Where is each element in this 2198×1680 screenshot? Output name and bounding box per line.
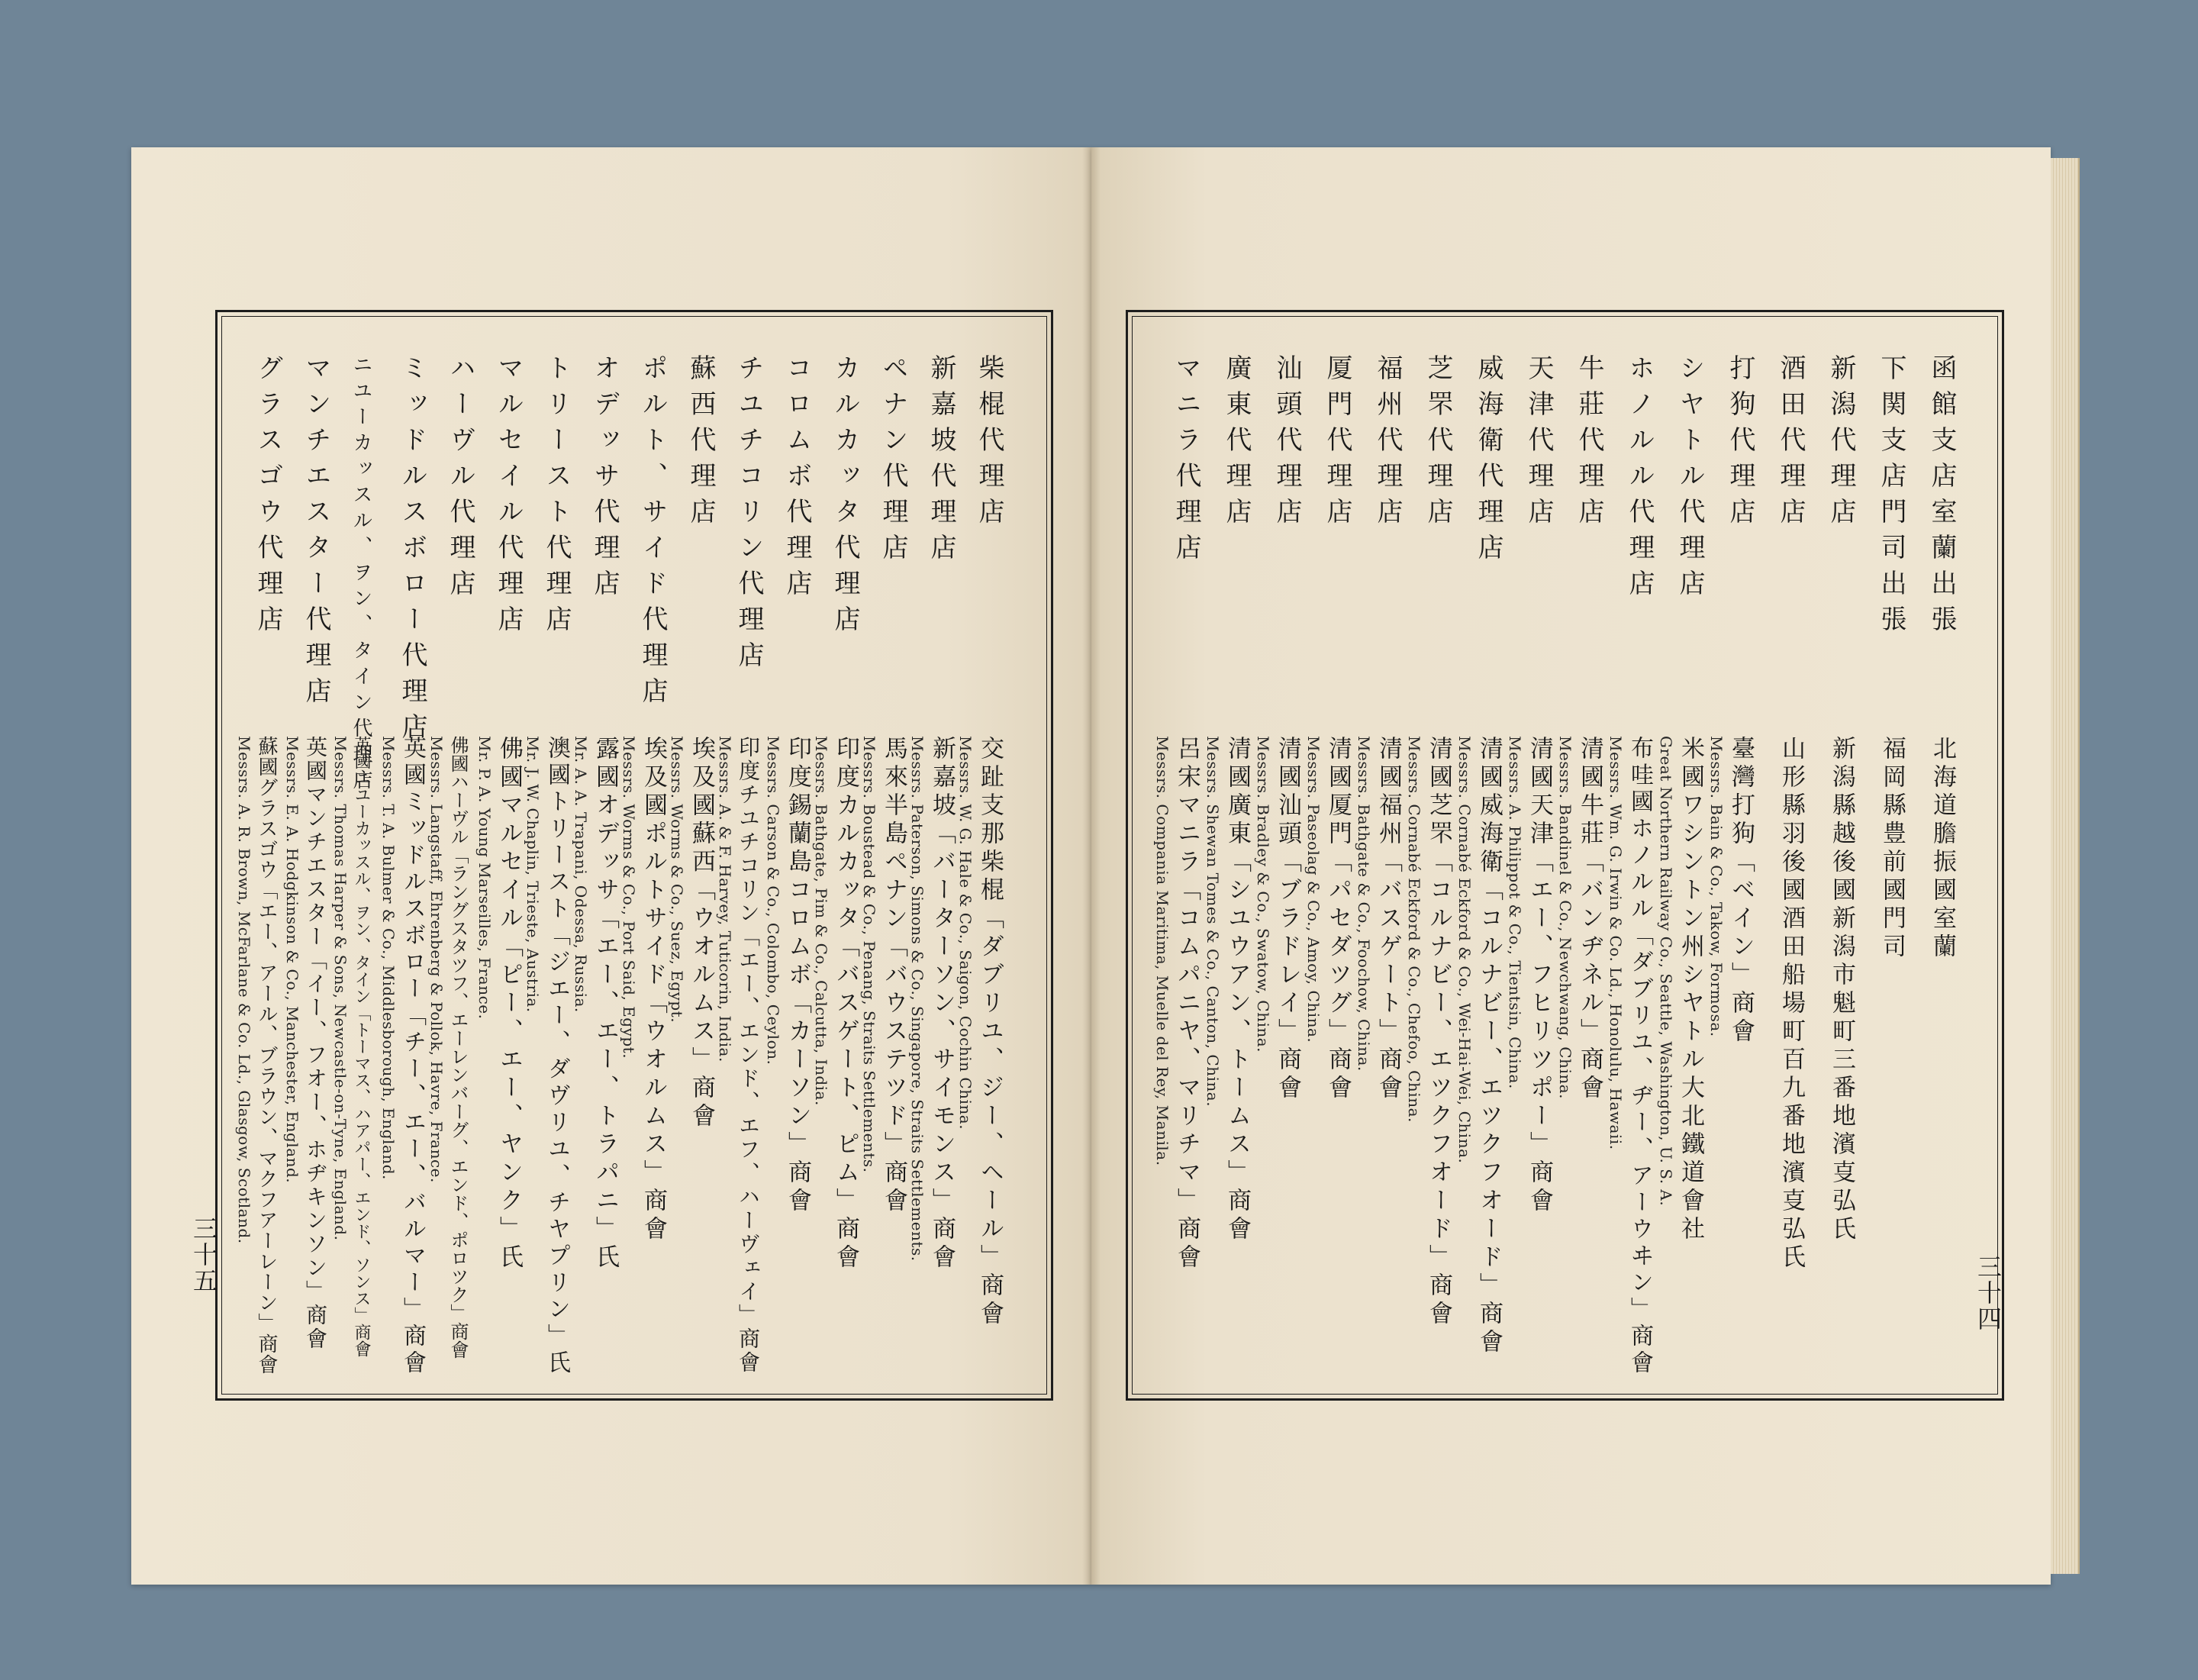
address-jp: 澳國トリースト「ジエー、ダヴリユ、チヤプリン」氏 <box>543 736 570 1377</box>
address-en: Messrs. E. A. Hodgkinson & Co., Manchester, England. <box>283 736 301 1184</box>
address-jp: 清國芝罘「コルナビー、エツクフオード」商會 <box>1425 736 1452 1329</box>
address-jp: 新嘉坡「バーターソン、サイモンス」商會 <box>928 736 956 1272</box>
address-en: Messrs. Thomas Harper & Sons, Newcastle-on-Tyne, England. <box>331 736 350 1241</box>
office-name: 函館支店室蘭出張 <box>1926 354 1957 641</box>
address-jp: 埃及國ポルトサイド「ウオルムス」商會 <box>640 736 667 1244</box>
office-name: 廣東代理店 <box>1221 354 1252 534</box>
address-jp: 印度チユチコリン「エー、エンド、エフ、ハーヴェイ」商會 <box>736 736 761 1375</box>
address-jp: 清國牛莊「バンヂネル」商會 <box>1576 736 1603 1103</box>
office-name: 新嘉坡代理店 <box>926 354 956 569</box>
address-en: Messrs. W. G. Hale & Co., Saigon, Cochin China. <box>956 736 975 1130</box>
office-name: コロムボ代理店 <box>782 354 812 605</box>
office-name: オデッサ代理店 <box>589 354 620 605</box>
office-name: グラスゴウ代理店 <box>253 354 283 641</box>
address-en: Messrs. T. A. Bulmer & Co., Middlesborough, England. <box>379 736 398 1180</box>
address-en: Messrs. Bathgate & Co., Foochow, China. <box>1355 736 1373 1072</box>
address-jp: 清國威海衛「コルナビー、エツクフオード」商會 <box>1475 736 1503 1357</box>
address-jp: 露國オデッサ「エー、エー、トラパニ」氏 <box>591 736 619 1272</box>
office-name: 下関支店門司出張 <box>1876 354 1906 641</box>
right-page-frame <box>1126 310 2004 1401</box>
address-jp: 北海道膽振國室蘭 <box>1929 736 1956 962</box>
address-jp: 呂宋マニラ「コムパニヤ、マリチマ」商會 <box>1173 736 1201 1272</box>
office-name: 柴棍代理店 <box>974 354 1004 534</box>
address-jp: 臺灣打狗「ベイン」商會 <box>1727 736 1755 1046</box>
office-name: 汕頭代理店 <box>1271 354 1302 534</box>
address-jp: 埃及國蘇西「ウオルムス」商會 <box>688 736 715 1131</box>
address-jp: 清國廣東「シユウアン、トームス」商會 <box>1223 736 1251 1244</box>
office-name: 厦門代理店 <box>1322 354 1352 534</box>
address-jp: 蘇國グラスゴウ「エー、アール、ブラウン、マクフアーレーン」商會 <box>255 736 278 1375</box>
office-name: ニユーカッスル、ヲン、タイン代理店 <box>350 354 372 795</box>
address-en: Messrs. A. R. Brown, McFarlane & Co. Ld., Glasgow, Scotland. <box>235 736 253 1244</box>
left-page-number: 三十五 <box>189 1216 218 1294</box>
office-name: マルセイル代理店 <box>493 354 524 641</box>
address-en: Messrs. Langstaff, Ehrenberg & Pollok, Havre, France. <box>427 736 446 1183</box>
address-jp: 米國ワシントン州シヤトル大北鐵道會社 <box>1677 736 1704 1244</box>
address-en: Mr. P. A. Young Marseilles, France. <box>475 736 494 1020</box>
address-jp: 交趾支那柴棍「ダブリユ、ジー、ヘール」商會 <box>976 736 1004 1329</box>
address-jp: 英國ミッドルスボロー「チー、エー、バルマー」商會 <box>399 736 426 1377</box>
office-name: 酒田代理店 <box>1775 354 1806 534</box>
address-en: Messrs. Boustead & Co., Penang, Straits Settlements. <box>860 736 878 1173</box>
office-name: カルカッタ代理店 <box>830 354 860 641</box>
office-name: ペナン代理店 <box>878 354 908 569</box>
office-name: シヤトル代理店 <box>1674 354 1705 605</box>
address-en: Messrs. Paterson, Simons & Co., Singapore, Straits Settlements. <box>908 736 927 1262</box>
page-edges <box>2051 158 2080 1574</box>
office-name: 威海衛代理店 <box>1473 354 1503 569</box>
address-en: Great Northern Railway Co., Seattle, Washington, U. S. A. <box>1657 736 1675 1207</box>
left-page <box>131 147 1091 1585</box>
office-name: マニラ代理店 <box>1171 354 1201 569</box>
office-name: マンチエスター代理店 <box>301 354 331 713</box>
address-en: Messrs. A. & F. Harvey, Tuticorin, India. <box>716 736 734 1062</box>
address-en: Messrs. Compania Maritima, Muelle del Rey, Manila. <box>1153 736 1172 1166</box>
office-name: 蘇西代理店 <box>685 354 716 534</box>
address-jp: 新潟縣越後國新潟市魁町三番地濱㕝弘氏 <box>1828 736 1855 1244</box>
address-en: Mr. A. A. Trapani, Odessa, Russia. <box>572 736 590 1013</box>
address-en: Messrs. A. Philippot & Co., Tientsin, China. <box>1506 736 1524 1089</box>
address-en: Messrs. Worms & Co., Port Said, Egypt. <box>620 736 638 1059</box>
address-jp: 英國ニユーカッスル、ヲン、タイン「トーマス、ハアパー、エンド、ソンス」商會 <box>352 736 371 1357</box>
address-jp: 英國マンチエスター「イー、フオー、ホヂキンソン」商會 <box>303 736 328 1351</box>
office-name: ハーヴル代理店 <box>445 354 475 605</box>
address-jp: 印度錫蘭島コロムボ「カーソン」商會 <box>784 736 811 1216</box>
address-en: Mr. J. W. Chaplin, Trieste, Austria. <box>524 736 542 1013</box>
address-jp: 清國厦門「パセダツグ」商會 <box>1324 736 1352 1103</box>
address-en: Messrs. Bathgate, Pim & Co., Calcutta, India. <box>812 736 830 1106</box>
address-jp: 佛國マルセイル「ピー、エー、ヤンク」氏 <box>495 736 523 1272</box>
address-en: Messrs. Carson & Co., Colombo, Ceylon. <box>764 736 782 1066</box>
right-page-number: 三十四 <box>1974 1254 2003 1332</box>
left-page-frame <box>215 310 1053 1401</box>
office-name: ポルト、サイド代理店 <box>637 354 668 713</box>
office-name: 天津代理店 <box>1523 354 1554 534</box>
address-en: Messrs. Bain & Co., Takow, Formosa. <box>1707 736 1726 1037</box>
address-en: Messrs. Bradley & Co., Swatow, China. <box>1254 736 1272 1053</box>
address-jp: 清國汕頭「ブラドレイ」商會 <box>1274 736 1301 1103</box>
office-name: 打狗代理店 <box>1725 354 1755 534</box>
address-en: Messrs. Paseolag & Co., Amoy, China. <box>1304 736 1323 1043</box>
office-name: ミッドルスボロー代理店 <box>397 354 427 749</box>
address-en: Messrs. Shewan Tomes & Co., Canton, China. <box>1204 736 1222 1108</box>
book-gutter <box>1082 147 1101 1585</box>
office-name: 牛莊代理店 <box>1574 354 1604 534</box>
office-name: トリースト代理店 <box>541 354 572 641</box>
address-jp: 山形縣羽後國酒田船場町百九番地濱㕝弘氏 <box>1777 736 1805 1272</box>
office-name: チユチコリン代理店 <box>733 354 764 677</box>
address-jp: 佛國ハーヴル「ラングスタツフ、エーレンバーグ、エンド、ポロツク」商會 <box>447 736 469 1359</box>
address-en: Messrs. Cornabé Eckford & Co., Chefoo, China. <box>1405 736 1423 1123</box>
address-jp: 布哇國ホノルル「ダブリユ、ヂー、アーウヰン」商會 <box>1626 736 1653 1377</box>
address-jp: 清國福州「バスゲート」商會 <box>1375 736 1402 1103</box>
address-en: Messrs. Cornabé Eckford & Co., Wei-Hai-Wei, China. <box>1455 736 1474 1164</box>
address-jp: 清國天津「エー、フヒリツポー」商會 <box>1526 736 1553 1216</box>
office-name: 新潟代理店 <box>1826 354 1856 534</box>
address-jp: 印度カルカッタ「バスゲート、ピム」商會 <box>832 736 859 1272</box>
office-name: 芝罘代理店 <box>1423 354 1453 534</box>
address-en: Messrs. Worms & Co., Suez, Egypt. <box>668 736 686 1024</box>
address-jp: 福岡縣豊前國門司 <box>1878 736 1906 962</box>
address-jp: 馬來半島ペナン「バウステツド」商會 <box>880 736 907 1216</box>
address-en: Messrs. Wm. G. Irwin & Co. Ld., Honolulu, Hawaii. <box>1607 736 1625 1150</box>
office-name: 福州代理店 <box>1372 354 1403 534</box>
right-page <box>1091 147 2051 1585</box>
address-en: Messrs. Bandinel & Co., Newchwang, China. <box>1556 736 1574 1099</box>
office-name: ホノルル代理店 <box>1624 354 1655 605</box>
